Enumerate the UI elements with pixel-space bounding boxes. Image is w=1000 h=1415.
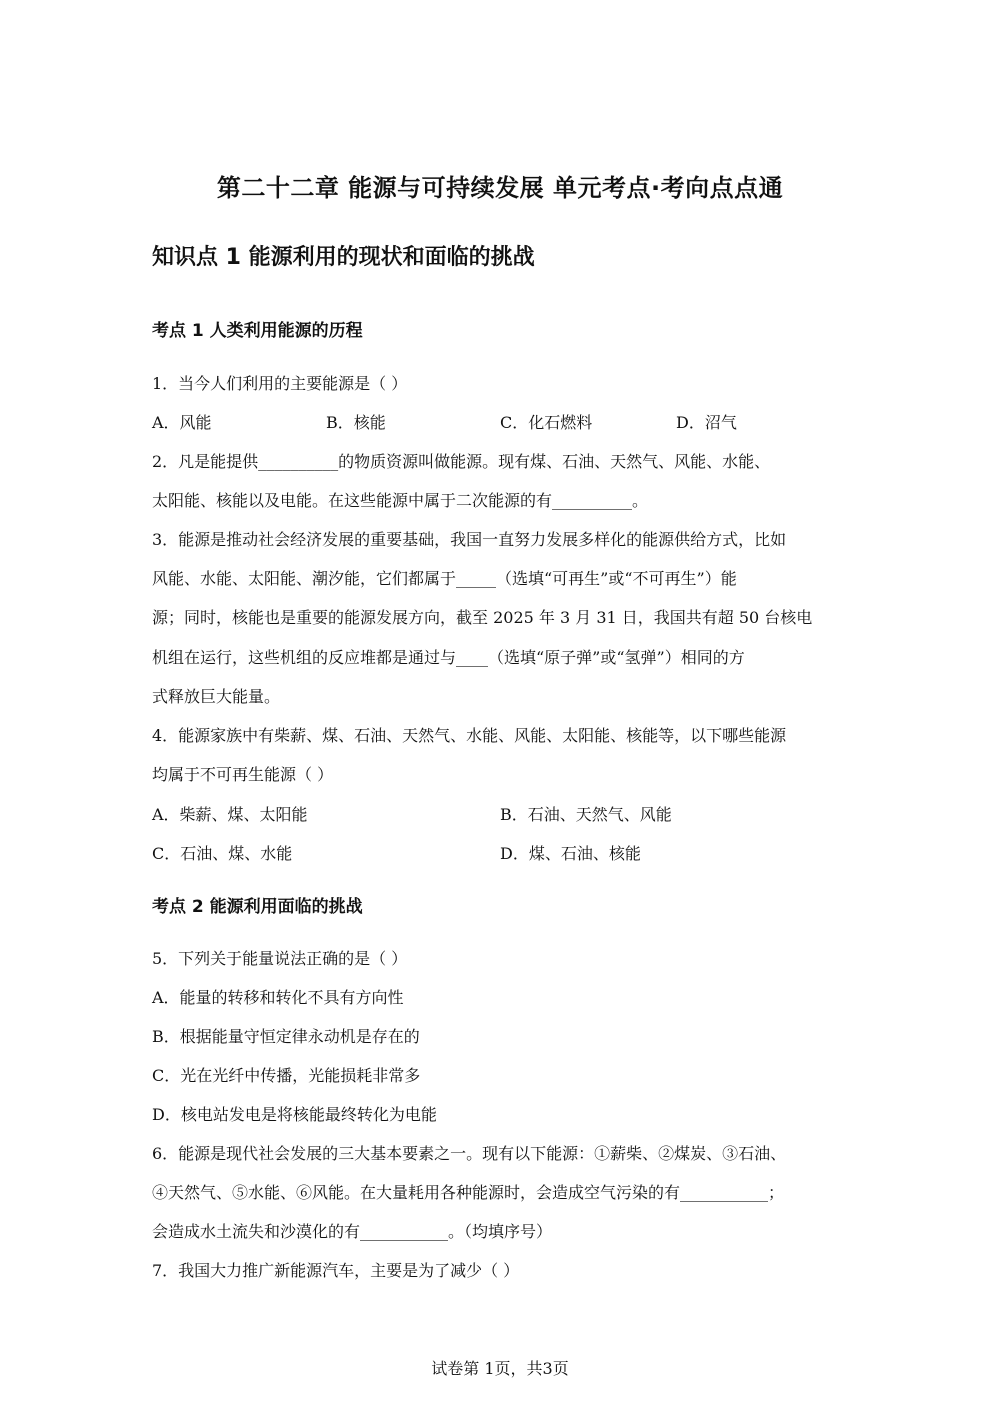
question-2-line-2: 太阳能、核能以及电能。在这些能源中属于二次能源的有__________。: [152, 491, 649, 510]
question-4-line-2: 均属于不可再生能源（ ）: [152, 765, 334, 784]
question-5-option-b: B．根据能量守恒定律永动机是存在的: [152, 1027, 420, 1046]
question-6-line-1: 6．能源是现代社会发展的三大基本要素之一。现有以下能源：①薪柴、②煤炭、③石油、: [152, 1144, 787, 1163]
question-1-option-d: D．沼气: [676, 413, 737, 432]
kaodian-2-heading: 考点 2 能源利用面临的挑战: [152, 897, 363, 917]
question-1-stem: 1．当今人们利用的主要能源是（ ）: [152, 374, 408, 393]
question-4-option-a: A．柴薪、煤、太阳能: [152, 805, 308, 824]
question-3-line-3: 源；同时，核能也是重要的能源发展方向，截至 2025 年 3 月 31 日，我国共有超 50 台核电: [152, 608, 813, 627]
question-4-option-c: C．石油、煤、水能: [152, 844, 293, 863]
question-5-stem: 5．下列关于能量说法正确的是（ ）: [152, 949, 408, 968]
question-6-line-3: 会造成水土流失和沙漠化的有___________。（均填序号）: [152, 1222, 553, 1241]
question-1-option-a: A．风能: [152, 413, 212, 432]
section-title-1: 知识点 1 能源利用的现状和面临的挑战: [152, 245, 535, 270]
question-1-option-b: B．核能: [326, 413, 386, 432]
page-title: 第二十二章 能源与可持续发展 单元考点·考向点点通: [216, 174, 784, 202]
question-4-option-b: B．石油、天然气、风能: [500, 805, 672, 824]
question-3-line-1: 3．能源是推动社会经济发展的重要基础，我国一直努力发展多样化的能源供给方式，比如: [152, 530, 787, 549]
question-7-stem: 7．我国大力推广新能源汽车，主要是为了减少（ ）: [152, 1261, 520, 1280]
question-5-option-a: A．能量的转移和转化不具有方向性: [152, 988, 404, 1007]
page-footer: 试卷第 1页，共3页: [431, 1359, 569, 1378]
question-3-line-4: 机组在运行，这些机组的反应堆都是通过与____（选填“原子弹”或“氢弹”）相同的方: [152, 648, 745, 667]
question-4-option-d: D．煤、石油、核能: [500, 844, 641, 863]
question-5-option-c: C．光在光纤中传播，光能损耗非常多: [152, 1066, 421, 1085]
kaodian-1-heading: 考点 1 人类利用能源的历程: [152, 321, 363, 341]
question-4-line-1: 4．能源家族中有柴薪、煤、石油、天然气、水能、风能、太阳能、核能等，以下哪些能源: [152, 726, 787, 745]
question-2-line-1: 2．凡是能提供__________的物质资源叫做能源。现有煤、石油、天然气、风能、水能、: [152, 452, 771, 471]
question-3-line-5: 式释放巨大能量。: [152, 687, 281, 706]
question-5-option-d: D．核电站发电是将核能最终转化为电能: [152, 1105, 437, 1124]
question-6-line-2: ④天然气、⑤水能、⑥风能。在大量耗用各种能源时，会造成空气污染的有___________；: [152, 1183, 785, 1202]
question-3-line-2: 风能、水能、太阳能、潮汐能，它们都属于_____（选填“可再生”或“不可再生”）能: [152, 569, 737, 588]
question-1-option-c: C．化石燃料: [500, 413, 593, 432]
